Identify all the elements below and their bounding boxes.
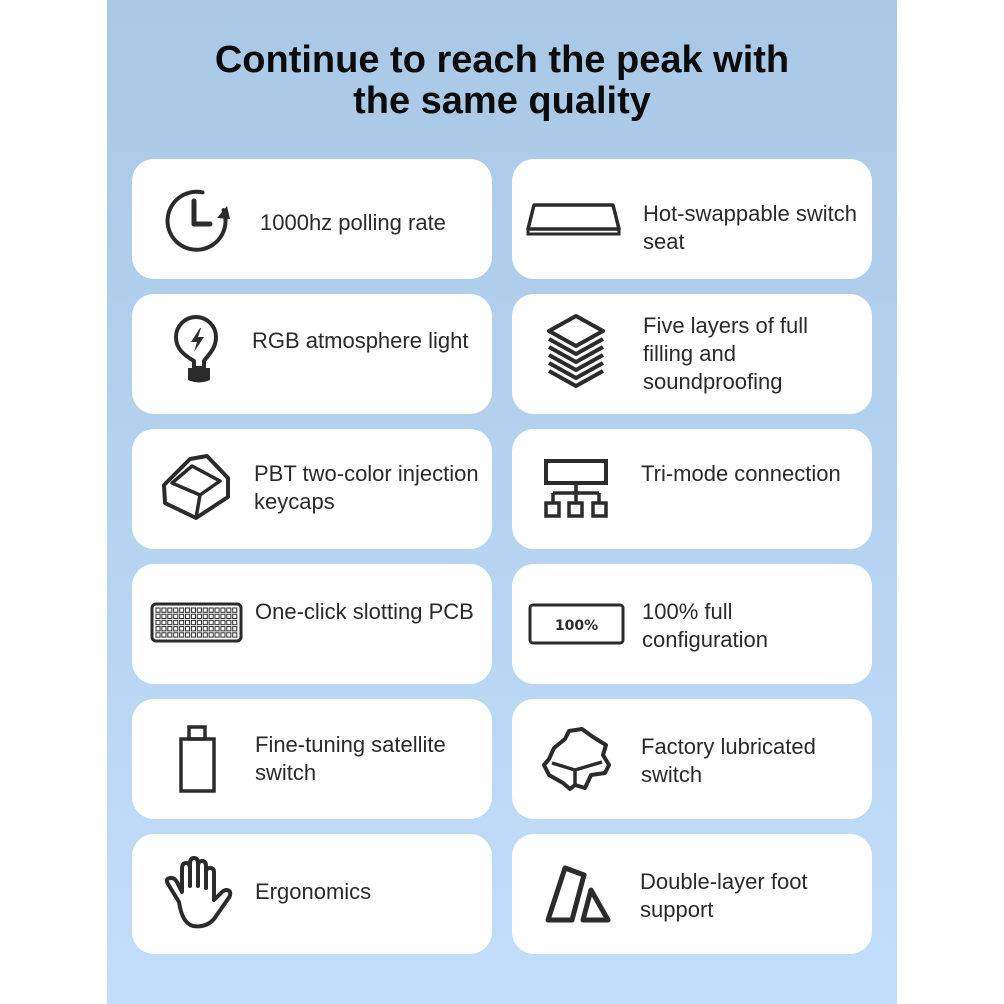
light-bulb-icon: [132, 294, 262, 414]
feature-card-soundproofing: [512, 294, 872, 414]
feature-label: Ergonomics: [255, 879, 372, 904]
feature-label: PBT two-color injection keycaps: [254, 461, 479, 514]
feature-label: 1000hz polling rate: [260, 210, 446, 235]
hand-icon: [132, 834, 262, 954]
switch-seat-icon: [512, 159, 642, 279]
keyboard-icon: [132, 564, 262, 684]
page-title-line-1: Continue to reach the peak with: [214, 39, 790, 81]
clock-refresh-icon: [132, 159, 262, 279]
satellite-switch-icon: [132, 699, 262, 819]
feature-card-slotting-pcb: [132, 564, 492, 684]
feature-label: One-click slotting PCB: [255, 599, 474, 624]
feature-label: Hot-swappable switch seat: [643, 201, 857, 254]
feature-label: RGB atmosphere light: [252, 328, 469, 353]
feature-label: Fine-tuning satellite switch: [255, 732, 446, 785]
feature-card-tri-mode: [512, 429, 872, 549]
feature-card-satellite-switch: [132, 699, 492, 819]
feature-label: Factory lubricated switch: [641, 734, 816, 787]
feature-card-lubricated-switch: [512, 699, 872, 819]
foot-support-icon: [512, 834, 642, 954]
keycap-icon: [132, 429, 262, 549]
feature-label: 100% full configuration: [642, 599, 768, 652]
feature-card-rgb-light: [132, 294, 492, 414]
page-title-line-2: the same quality: [353, 80, 651, 122]
feature-card-full-configuration: [512, 564, 872, 684]
stacked-layers-icon: [512, 294, 642, 414]
full-size-badge-icon: [512, 564, 642, 684]
network-hierarchy-icon: [512, 429, 642, 549]
feature-panel: [107, 0, 897, 1004]
badge-text: 100%: [554, 618, 599, 634]
feature-card-ergonomics: [132, 834, 492, 954]
feature-card-foot-support: [512, 834, 872, 954]
feature-label: Five layers of full filling and soundproofing: [643, 313, 809, 394]
feature-label: Double-layer foot support: [640, 869, 808, 922]
feature-card-keycaps: [132, 429, 492, 549]
feature-card-hot-swappable: [512, 159, 872, 279]
lubricated-switch-icon: [512, 699, 642, 819]
page-title: [107, 40, 897, 122]
feature-label: Tri-mode connection: [641, 461, 841, 486]
feature-card-polling-rate: [132, 159, 492, 279]
